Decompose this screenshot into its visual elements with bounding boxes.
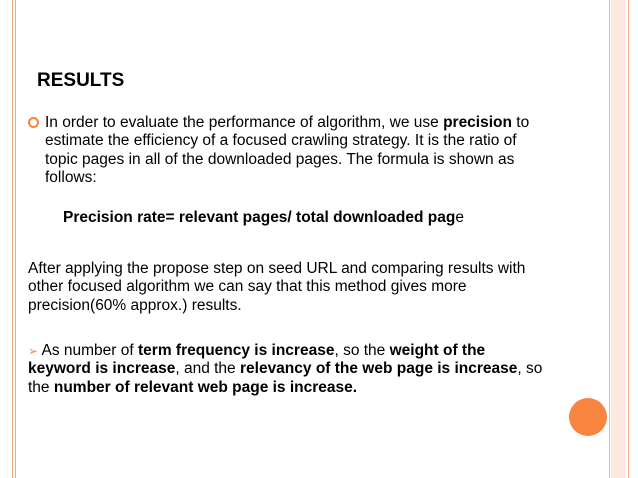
- bullet-circle-icon: [28, 117, 39, 128]
- decorative-circle: [569, 398, 607, 436]
- left-border-line-inner: [15, 0, 16, 478]
- left-border-line: [12, 0, 13, 478]
- arrow-bullet-paragraph: ➢ As number of term frequency is increase, so the weight of the keyword is increase, and the relevancy of the web page is increase, so the number of relevant web page is increase.: [28, 342, 543, 396]
- results-paragraph: After applying the propose step on seed URL and comparing results with other focused algorithm we can say that this method gives more precision(60% approx.) results.: [28, 260, 526, 314]
- right-border-line: [609, 0, 610, 478]
- right-decorative-band: [611, 0, 626, 478]
- slide-title: RESULTS: [37, 70, 125, 91]
- bullet-paragraph-precision: In order to evaluate the performance of algorithm, we use precision to estimate the efficiency of a focused crawling strategy. It is the ratio of topic pages in all of the downloaded pages. The formula is shown as follows:: [45, 114, 530, 186]
- formula-line: Precision rate= relevant pages/ total downloaded page: [63, 209, 464, 226]
- arrow-bullet-icon: ➢: [28, 344, 39, 358]
- right-border-line-outer: [628, 0, 629, 478]
